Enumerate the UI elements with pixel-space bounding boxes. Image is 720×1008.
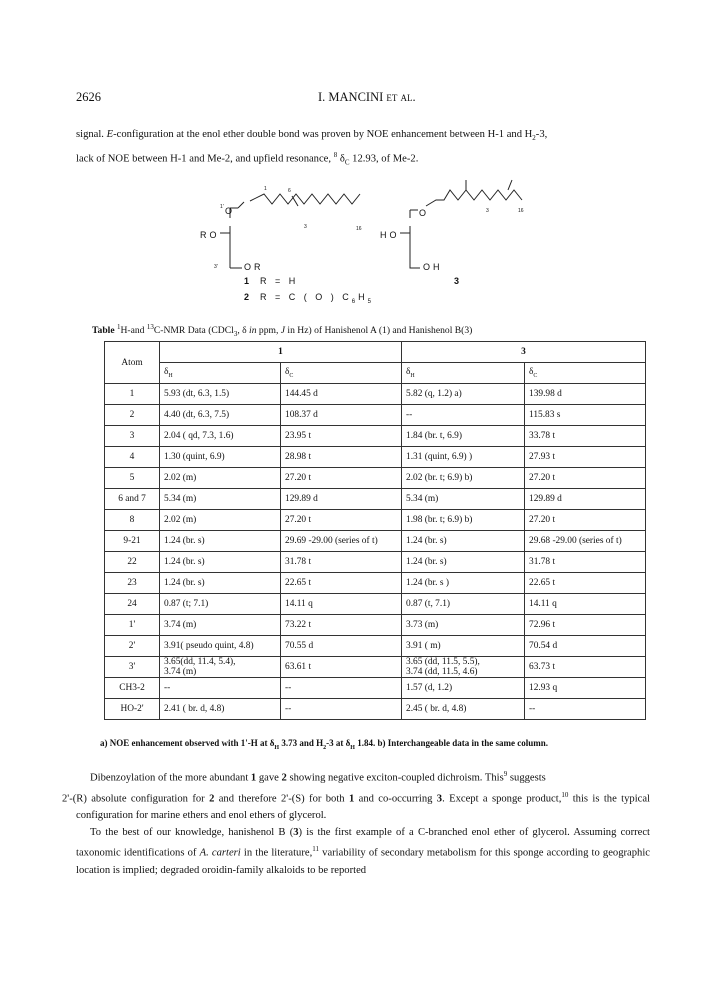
cell-b: 27.20 t (281, 468, 402, 489)
cell-d: 22.65 t (525, 573, 646, 594)
locant-3: 3 (304, 224, 307, 230)
compound-2-number: 2 (244, 292, 253, 302)
page-number: 2626 (76, 90, 101, 104)
oxygen-label-right: O (419, 208, 430, 218)
table-row (105, 573, 646, 594)
cell-a: 2.04 ( qd, 7.3, 1.6) (160, 426, 281, 447)
table-row (105, 447, 646, 468)
table-row (105, 636, 646, 657)
locant-1p: 1' (220, 204, 224, 210)
cell-c: 1.24 (br. s) (402, 531, 525, 552)
cell-c: 3.73 (m) (402, 615, 525, 636)
cell-b: 108.37 d (281, 405, 402, 426)
cell-a: 4.40 (dt, 6.3, 7.5) (160, 405, 281, 426)
table-row (105, 615, 646, 636)
cell-b: 29.69 -29.00 (series of t) (281, 531, 402, 552)
cell-d: 115.83 s (525, 405, 646, 426)
table-row (105, 594, 646, 615)
nmr-data-table (104, 341, 646, 720)
cell-a: 1.30 (quint, 6.9) (160, 447, 281, 468)
cell-atom: 3' (105, 657, 160, 678)
cell-c: -- (402, 405, 525, 426)
cell-c: 2.02 (br. t; 6.9) b) (402, 468, 525, 489)
cell-a: 2.02 (m) (160, 510, 281, 531)
cell-atom: 8 (105, 510, 160, 531)
intro-paragraph: signal. E-configuration at the enol ether double bond was proven by NOE enhancement between H-1 and $H_2-3$, lack of NOE between H-1 and Me-2, and upfield resonance, $^8$ $\delta_C$ 12.93, of Me-2. (76, 129, 548, 167)
ho-label: HO (380, 230, 400, 240)
cell-d: 139.98 d (525, 384, 646, 405)
compound-1-number: 1 (244, 276, 253, 286)
cell-a: 1.24 (br. s) (160, 531, 281, 552)
cell-a: 0.87 (t; 7.1) (160, 594, 281, 615)
table-row (105, 678, 646, 699)
cell-a: 1.24 (br. s) (160, 552, 281, 573)
cell-b: 70.55 d (281, 636, 402, 657)
table-row (105, 384, 646, 405)
cell-atom: HO-2' (105, 699, 160, 720)
cell-d: 27.93 t (525, 447, 646, 468)
cell-c: 5.34 (m) (402, 489, 525, 510)
oh-label: OH (423, 262, 443, 272)
or-label: OR (244, 262, 264, 272)
cell-b: 31.78 t (281, 552, 402, 573)
locant-16: 16 (356, 226, 362, 232)
table-row (105, 426, 646, 447)
oxygen-label: O (225, 206, 236, 216)
cell-atom: 6 and 7 (105, 489, 160, 510)
compound-3-number: 3 (454, 276, 463, 286)
cell-b: 22.65 t (281, 573, 402, 594)
cell-c: 0.87 (t, 7.1) (402, 594, 525, 615)
cell-c: 2.45 ( br. d, 4.8) (402, 699, 525, 720)
table-row (105, 468, 646, 489)
cell-c: 5.82 (q, 1.2) a) (402, 384, 525, 405)
structure-drawing (180, 178, 540, 308)
cell-b: 144.45 d (281, 384, 402, 405)
cell-atom: 9-21 (105, 531, 160, 552)
cell-a: 2.41 ( br. d, 4.8) (160, 699, 281, 720)
ro-label: RO (200, 230, 220, 240)
cell-atom: 23 (105, 573, 160, 594)
cell-c: 1.98 (br. t; 6.9) b) (402, 510, 525, 531)
locant-6: 6 (288, 188, 291, 194)
cell-b: -- (281, 678, 402, 699)
cell-atom: CH3-2 (105, 678, 160, 699)
locant-3-right: 3 (486, 208, 489, 214)
dh-header: $\delta_H$ (402, 363, 525, 384)
table-row (105, 552, 646, 573)
cell-d: -- (525, 699, 646, 720)
cell-atom: 24 (105, 594, 160, 615)
table-footnote: a) NOE enhancement observed with 1'-H at $\delta_H$ 3.73 and $H_2-3$ at $\delta_H$ 1.84. b) Interchangeable data in the same column. (100, 738, 549, 751)
cell-atom: 5 (105, 468, 160, 489)
atom-header: Atom (105, 342, 160, 384)
locant-16-right: 16 (518, 208, 524, 214)
cell-atom: 22 (105, 552, 160, 573)
cell-b: 27.20 t (281, 510, 402, 531)
table-caption: Table $^1$H-and $^{13}$C-NMR Data (CDCl$_3$, δ in ppm, J in Hz) of Hanishenol A (1) and Hanishenol B(3) (92, 323, 473, 339)
cell-d: 27.20 t (525, 468, 646, 489)
paragraph-2: To the best of our knowledge, hanishenol B (3) is the first example of a C-branched enol ether of glycerol. Assuming correct taxonomic identifications of A. carteri in the literature,$^{11}$ variability of secondary metabolism for this sponge according to geographic location is implied; degraded oroidin-family alkaloids to be reported (76, 827, 650, 876)
chemical-structures (180, 178, 540, 308)
cell-b: 23.95 t (281, 426, 402, 447)
cell-atom: 3 (105, 426, 160, 447)
dc-header: $\delta_C$ (281, 363, 402, 384)
running-title: I. MANCINI et al. (318, 90, 416, 104)
cell-c: 3.65 (dd, 11.5, 5.5), 3.74 (dd, 11.5, 4.6) (402, 657, 525, 678)
cell-b: 129.89 d (281, 489, 402, 510)
cell-d: 31.78 t (525, 552, 646, 573)
cell-d: 33.78 t (525, 426, 646, 447)
cell-c: 1.24 (br. s) (402, 552, 525, 573)
table-row (105, 489, 646, 510)
cell-a: 3.74 (m) (160, 615, 281, 636)
cell-b: 73.22 t (281, 615, 402, 636)
dc-header: $\delta_C$ (525, 363, 646, 384)
cell-a: 5.34 (m) (160, 489, 281, 510)
cell-d: 12.93 q (525, 678, 646, 699)
cell-d: 14.11 q (525, 594, 646, 615)
compound-3-header: 3 (402, 342, 646, 363)
cell-d: 129.89 d (525, 489, 646, 510)
cell-a: -- (160, 678, 281, 699)
cell-a: 3.65(dd, 11.4, 5.4), 3.74 (m) (160, 657, 281, 678)
cell-a: 2.02 (m) (160, 468, 281, 489)
compound-1-def: R = H (260, 276, 299, 286)
cell-d: 72.96 t (525, 615, 646, 636)
compound-2-def: R = C ( O ) $C_6H_5$ (260, 292, 374, 305)
locant-3p: 3' (214, 264, 218, 270)
cell-a: 3.91( pseudo quint, 4.8) (160, 636, 281, 657)
body-paragraphs (62, 766, 650, 879)
cell-b: 28.98 t (281, 447, 402, 468)
cell-d: 70.54 d (525, 636, 646, 657)
cell-b: 14.11 q (281, 594, 402, 615)
cell-b: 63.61 t (281, 657, 402, 678)
table-row (105, 405, 646, 426)
cell-atom: 1 (105, 384, 160, 405)
cell-atom: 2' (105, 636, 160, 657)
table-row (105, 699, 646, 720)
cell-atom: 4 (105, 447, 160, 468)
cell-a: 1.24 (br. s) (160, 573, 281, 594)
cell-atom: 1' (105, 615, 160, 636)
cell-c: 1.57 (d, 1.2) (402, 678, 525, 699)
cell-c: 1.31 (quint, 6.9) ) (402, 447, 525, 468)
table-row (105, 531, 646, 552)
cell-a: 5.93 (dt, 6.3, 1.5) (160, 384, 281, 405)
cell-c: 1.24 (br. s ) (402, 573, 525, 594)
locant-1: 1 (264, 186, 267, 192)
compound-1-header: 1 (160, 342, 402, 363)
cell-d: 63.73 t (525, 657, 646, 678)
table-row (105, 510, 646, 531)
paragraph-1: Dibenzoylation of the more abundant 1 gave 2 showing negative exciton-coupled dichroism. This$^9$ suggests 2'-(R) absolute configuration for 2 and therefore 2'-(S) for both 1 and co-occurring 3. Except a sponge product,$^{10}$ this is the typical configuration for marine ethers and enol ethers of glycerol. (62, 770, 650, 822)
cell-b: -- (281, 699, 402, 720)
dh-header: $\delta_H$ (160, 363, 281, 384)
cell-d: 29.68 -29.00 (series of t) (525, 531, 646, 552)
table-row (105, 657, 646, 678)
cell-c: 3.91 ( m) (402, 636, 525, 657)
cell-c: 1.84 (br. t, 6.9) (402, 426, 525, 447)
cell-d: 27.20 t (525, 510, 646, 531)
cell-atom: 2 (105, 405, 160, 426)
